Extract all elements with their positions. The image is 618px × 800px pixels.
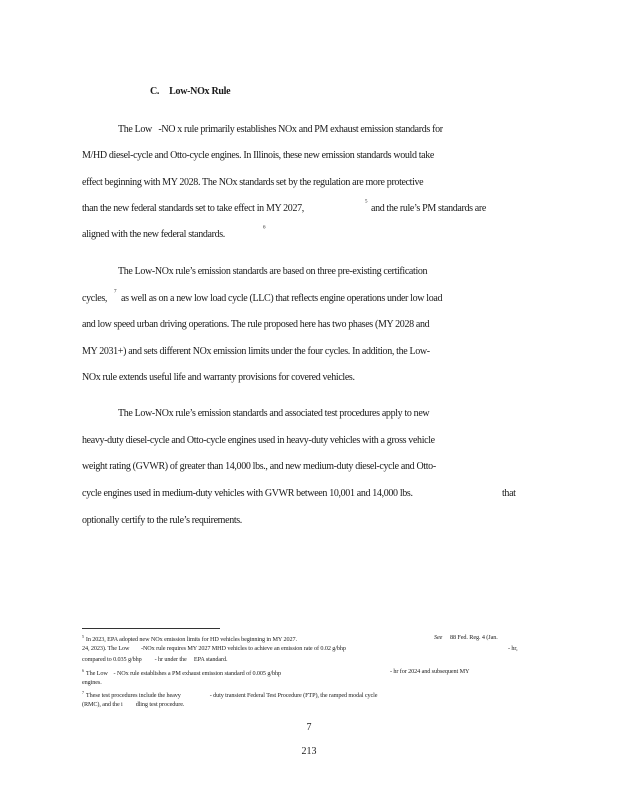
paragraph-line: The Low-NOx rule’s emission standards and associated test procedures apply to new [118, 408, 430, 419]
footnote-5-line3: compared to 0.035 g/bhp - hr under the EPA standard. [82, 656, 228, 663]
footnote-divider [82, 628, 220, 629]
footnote-5: $^5$ In 2023, EPA adopted new NOx emission limits for HD vehicles beginning in MY 2027. [82, 634, 297, 644]
paragraph-line: heavy-duty diesel-cycle and Otto-cycle engines used in heavy-duty vehicles with a gross vehicle [82, 435, 435, 446]
footnote-6-line2: engines. [82, 679, 102, 686]
footnote-7: $^7$ These test procedures include the heavy - duty transient Federal Test Procedure (FTP), the ramped modal cycle [82, 690, 378, 700]
paragraph-line: NOx rule extends useful life and warranty provisions for covered vehicles. [82, 372, 355, 383]
footnote-5-line2-end: - hr, [508, 645, 518, 652]
paragraph-line: The Low -NO x rule primarily establishes NOx and PM exhaust emission standards for [118, 124, 443, 135]
paragraph-line: as well as on a new low load cycle (LLC) that reflects engine operations under low load [121, 293, 443, 304]
paragraph-line: than the new federal standards set to take effect in MY 2027, [82, 203, 304, 214]
page-number: 7 [306, 722, 312, 733]
paragraph-line: cycle engines used in medium-duty vehicles with GVWR between 10,001 and 14,000 lbs. [82, 488, 413, 499]
paragraph-line: aligned with the new federal standards. [82, 229, 225, 240]
footnote-ref: 6 [263, 225, 266, 231]
footnote-6-end: - hr for 2024 and subsequent MY [390, 668, 470, 675]
paragraph-line: and the rule’s PM standards are [371, 203, 486, 214]
section-heading [150, 86, 230, 97]
paragraph-line: cycles, [82, 293, 108, 304]
footnote-5-see: See [434, 634, 443, 641]
paragraph-line: effect beginning with MY 2028. The NOx standards set by the regulation are more protective [82, 177, 424, 188]
section-number: C. [150, 86, 160, 97]
paragraph-line: MY 2031+) and sets different NOx emission limits under the four cycles. In addition, the Low- [82, 346, 430, 357]
footnote-6: $^6$ The Low - NOx rule establishes a PM exhaust emission standard of 0.005 g/bhp [82, 668, 281, 678]
paragraph-line: weight rating (GVWR) of greater than 14,000 lbs., and new medium-duty diesel-cycle and Otto- [82, 461, 436, 472]
paragraph-line: that [502, 488, 516, 499]
footnote-ref: 7 [114, 289, 117, 295]
footnote-5-line2: 24, 2023). The Low -NOx rule requires MY 2027 MHD vehicles to achieve an emission rate of 0.02 g/bhp [82, 645, 346, 652]
paragraph-line: and low speed urban driving operations. The rule proposed here has two phases (MY 2028 and [82, 319, 430, 330]
section-title: Low-NOx Rule [169, 86, 231, 97]
footnote-ref: 5 [365, 199, 368, 205]
footnote-7-line2: (RMC), and the i dling test procedure. [82, 701, 185, 708]
paragraph-line: M/HD diesel-cycle and Otto-cycle engines. In Illinois, these new emission standards would take [82, 150, 435, 161]
document-page-number: 213 [301, 746, 317, 757]
paragraph-line: optionally certify to the rule’s requirements. [82, 515, 242, 526]
paragraph-line: The Low-NOx rule’s emission standards are based on three pre-existing certification [118, 266, 428, 277]
footnote-5-cite: 88 Fed. Reg. 4 (Jan. [450, 634, 498, 641]
